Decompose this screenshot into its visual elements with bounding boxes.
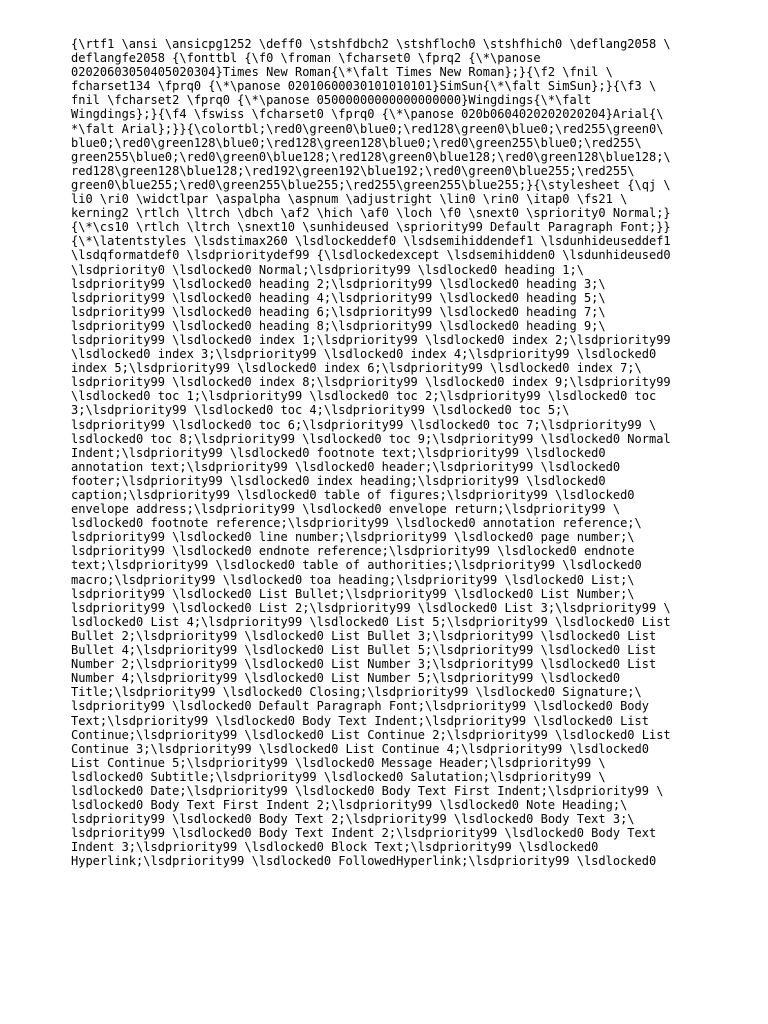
text-line: lsdpriority99 \lsdlocked0 index 8;\lsdpriority99 \lsdlocked0 index 9;\lsdpriority99 bbox=[71, 375, 671, 390]
text-line: lsdpriority99 \lsdlocked0 Body Text Indent 2;\lsdpriority99 \lsdlocked0 Body Text bbox=[71, 826, 657, 841]
text-line: lsdpriority99 \lsdlocked0 toc 6;\lsdpriority99 \lsdlocked0 toc 7;\lsdpriority99 \ bbox=[71, 417, 657, 432]
text-line: lsdpriority99 \lsdlocked0 List 2;\lsdpriority99 \lsdlocked0 List 3;\lsdpriority99 \ bbox=[71, 600, 671, 615]
text-line: Continue;\lsdpriority99 \lsdlocked0 List Continue 2;\lsdpriority99 \lsdlocked0 List bbox=[71, 727, 671, 742]
text-line: macro;\lsdpriority99 \lsdlocked0 toa heading;\lsdpriority99 \lsdlocked0 List;\ bbox=[71, 572, 635, 587]
text-line: index 5;\lsdpriority99 \lsdlocked0 index 6;\lsdpriority99 \lsdlocked0 index 7;\ bbox=[71, 361, 642, 376]
text-line: lsdlocked0 Subtitle;\lsdpriority99 \lsdlocked0 Salutation;\lsdpriority99 \ bbox=[71, 769, 606, 784]
rtf-source-text bbox=[71, 37, 711, 869]
text-line: green0\blue255;\red0\green255\blue255;\red255\green255\blue255;}{\stylesheet {\qj \ bbox=[71, 177, 671, 192]
text-line: lsdlocked0 footnote reference;\lsdpriority99 \lsdlocked0 annotation reference;\ bbox=[71, 516, 642, 531]
text-line: *\falt Arial};}}{\colortbl;\red0\green0\blue0;\red128\green0\blue0;\red255\green0\ bbox=[71, 121, 664, 136]
text-line: Hyperlink;\lsdpriority99 \lsdlocked0 FollowedHyperlink;\lsdpriority99 \lsdlocked0 bbox=[71, 854, 657, 869]
text-line: {\*\latentstyles \lsdstimax260 \lsdlockeddef0 \lsdsemihiddendef1 \lsdunhideuseddef1 bbox=[71, 234, 671, 249]
text-line: text;\lsdpriority99 \lsdlocked0 table of authorities;\lsdpriority99 \lsdlocked0 bbox=[71, 558, 642, 573]
text-line: Continue 3;\lsdpriority99 \lsdlocked0 List Continue 4;\lsdpriority99 \lsdlocked0 bbox=[71, 741, 649, 756]
text-line: lsdlocked0 toc 8;\lsdpriority99 \lsdlocked0 toc 9;\lsdpriority99 \lsdlocked0 Normal bbox=[71, 431, 671, 446]
text-line: blue0;\red0\green128\blue0;\red128\green128\blue0;\red0\green255\blue0;\red255\ bbox=[71, 135, 642, 150]
text-line: lsdpriority99 \lsdlocked0 index 1;\lsdpriority99 \lsdlocked0 index 2;\lsdpriority99 bbox=[71, 332, 671, 347]
text-line: lsdpriority99 \lsdlocked0 heading 2;\lsdpriority99 \lsdlocked0 heading 3;\ bbox=[71, 276, 606, 291]
text-line: \lsdpriority0 \lsdlocked0 Normal;\lsdpriority99 \lsdlocked0 heading 1;\ bbox=[71, 262, 584, 277]
text-line: envelope address;\lsdpriority99 \lsdlocked0 envelope return;\lsdpriority99 \ bbox=[71, 502, 621, 517]
text-line: Text;\lsdpriority99 \lsdlocked0 Body Text Indent;\lsdpriority99 \lsdlocked0 List bbox=[71, 713, 649, 728]
text-line: Indent 3;\lsdpriority99 \lsdlocked0 Block Text;\lsdpriority99 \lsdlocked0 bbox=[71, 840, 599, 855]
text-line: fcharset134 \fprq0 {\*\panose 02010600030101010101}SimSun{\*\falt SimSun};}{\f3 \ bbox=[71, 79, 657, 94]
text-line: lsdpriority99 \lsdlocked0 line number;\lsdpriority99 \lsdlocked0 page number;\ bbox=[71, 530, 635, 545]
text-line: {\rtf1 \ansi \ansicpg1252 \deff0 \stshfdbch2 \stshfloch0 \stshfhich0 \deflang2058 \ bbox=[71, 37, 671, 51]
text-line: lsdlocked0 Body Text First Indent 2;\lsdpriority99 \lsdlocked0 Note Heading;\ bbox=[71, 798, 628, 813]
text-line: green255\blue0;\red0\green0\blue128;\red128\green0\blue128;\red0\green128\blue128;\ bbox=[71, 149, 671, 164]
text-line: annotation text;\lsdpriority99 \lsdlocked0 header;\lsdpriority99 \lsdlocked0 bbox=[71, 459, 621, 474]
text-line: li0 \ri0 \widctlpar \aspalpha \aspnum \adjustright \lin0 \rin0 \itap0 \fs21 \ bbox=[71, 192, 628, 207]
text-line: lsdpriority99 \lsdlocked0 heading 4;\lsdpriority99 \lsdlocked0 heading 5;\ bbox=[71, 290, 606, 305]
text-line: caption;\lsdpriority99 \lsdlocked0 table of figures;\lsdpriority99 \lsdlocked0 bbox=[71, 488, 635, 502]
text-line: lsdpriority99 \lsdlocked0 heading 8;\lsdpriority99 \lsdlocked0 heading 9;\ bbox=[71, 318, 606, 333]
text-line: Number 4;\lsdpriority99 \lsdlocked0 List Number 5;\lsdpriority99 \lsdlocked0 bbox=[71, 671, 621, 686]
text-line: fnil \fcharset2 \fprq0 {\*\panose 05000000000000000000}Wingdings{\*\falt bbox=[71, 93, 592, 108]
text-line: lsdpriority99 \lsdlocked0 endnote reference;\lsdpriority99 \lsdlocked0 endnote bbox=[71, 544, 635, 559]
text-line: Bullet 2;\lsdpriority99 \lsdlocked0 List Bullet 3;\lsdpriority99 \lsdlocked0 List bbox=[71, 628, 657, 643]
text-line: Title;\lsdpriority99 \lsdlocked0 Closing;\lsdpriority99 \lsdlocked0 Signature;\ bbox=[71, 685, 642, 700]
text-line: deflangfe2058 {\fonttbl {\f0 \froman \fcharset0 \fprq2 {\*\panose bbox=[71, 51, 541, 66]
text-line: Number 2;\lsdpriority99 \lsdlocked0 List Number 3;\lsdpriority99 \lsdlocked0 List bbox=[71, 657, 657, 672]
text-line: Indent;\lsdpriority99 \lsdlocked0 footnote text;\lsdpriority99 \lsdlocked0 bbox=[71, 445, 606, 460]
text-line: Wingdings};}{\f4 \fswiss \fcharset0 \fprq0 {\*\panose 020b0604020202020204}Arial{\ bbox=[71, 107, 664, 122]
text-line: lsdpriority99 \lsdlocked0 Default Paragraph Font;\lsdpriority99 \lsdlocked0 Body bbox=[71, 699, 649, 714]
text-line: \lsdlocked0 index 3;\lsdpriority99 \lsdlocked0 index 4;\lsdpriority99 \lsdlocked0 bbox=[71, 347, 657, 362]
text-line: Bullet 4;\lsdpriority99 \lsdlocked0 List Bullet 5;\lsdpriority99 \lsdlocked0 List bbox=[71, 643, 657, 658]
text-line: lsdlocked0 Date;\lsdpriority99 \lsdlocked0 Body Text First Indent;\lsdpriority99 \ bbox=[71, 783, 664, 798]
text-line: lsdpriority99 \lsdlocked0 List Bullet;\lsdpriority99 \lsdlocked0 List Number;\ bbox=[71, 586, 635, 601]
text-line: kerning2 \rtlch \ltrch \dbch \af2 \hich \af0 \loch \f0 \snext0 \spriority0 Normal;} bbox=[71, 206, 671, 221]
text-line: footer;\lsdpriority99 \lsdlocked0 index heading;\lsdpriority99 \lsdlocked0 bbox=[71, 473, 606, 488]
text-line: {\*\cs10 \rtlch \ltrch \snext10 \sunhideused \spriority99 Default Paragraph Font;}} bbox=[71, 220, 671, 235]
text-line: 3;\lsdpriority99 \lsdlocked0 toc 4;\lsdpriority99 \lsdlocked0 toc 5;\ bbox=[71, 403, 570, 418]
text-line: 02020603050405020304}Times New Roman{\*\falt Times New Roman};}{\f2 \fnil \ bbox=[71, 65, 613, 80]
text-line: \lsdlocked0 toc 1;\lsdpriority99 \lsdlocked0 toc 2;\lsdpriority99 \lsdlocked0 toc bbox=[71, 389, 657, 404]
text-line: List Continue 5;\lsdpriority99 \lsdlocked0 Message Header;\lsdpriority99 \ bbox=[71, 755, 606, 770]
text-line: \lsdqformatdef0 \lsdprioritydef99 {\lsdlockedexcept \lsdsemihidden0 \lsdunhideused0 bbox=[71, 248, 671, 263]
text-line: lsdpriority99 \lsdlocked0 heading 6;\lsdpriority99 \lsdlocked0 heading 7;\ bbox=[71, 304, 606, 319]
text-line: lsdlocked0 List 4;\lsdpriority99 \lsdlocked0 List 5;\lsdpriority99 \lsdlocked0 List bbox=[71, 614, 671, 629]
text-line: red128\green128\blue128;\red192\green192\blue192;\red0\green0\blue255;\red255\ bbox=[71, 163, 635, 178]
text-line: lsdpriority99 \lsdlocked0 Body Text 2;\lsdpriority99 \lsdlocked0 Body Text 3;\ bbox=[71, 812, 635, 827]
